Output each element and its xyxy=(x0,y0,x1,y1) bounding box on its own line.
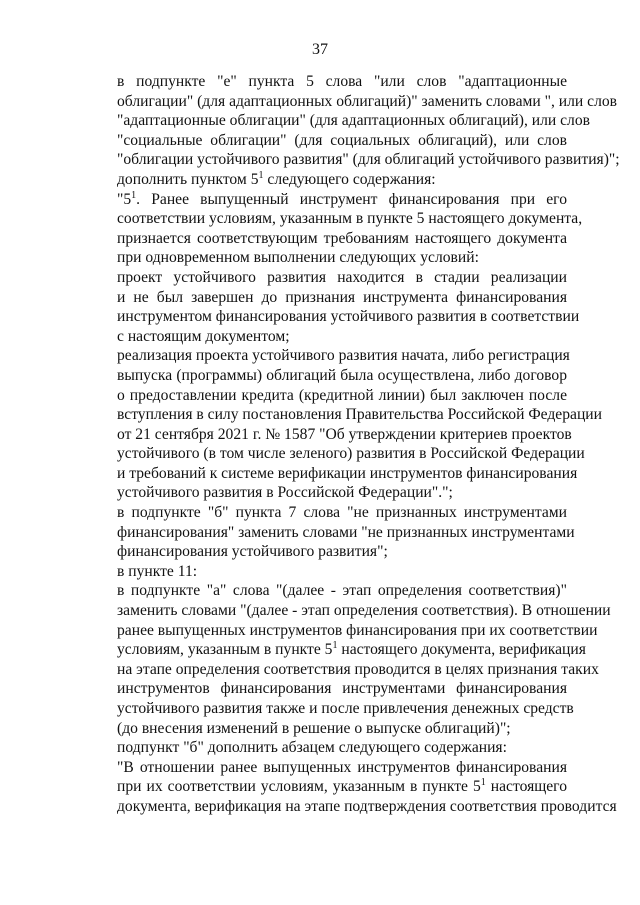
text-line: устойчивого развития также и после привлечения денежных средств xyxy=(117,700,574,717)
text-line: соответствии условиям, указанным в пункте 5 настоящего документа, xyxy=(117,210,583,228)
text-line: (до внесения изменений в решение о выпуске облигаций)"; xyxy=(117,719,511,737)
text-line: на этапе определения соответствия проводится в целях признания таких xyxy=(117,660,599,678)
text-line: при одновременном выполнении следующих условий: xyxy=(117,249,479,267)
text-line: в пункте 11: xyxy=(117,562,198,580)
superscript-one: 1 xyxy=(332,640,338,652)
text-line: облигации" (для адаптационных облигаций)" заменить словами ", или слов xyxy=(117,92,618,110)
superscript-one: 1 xyxy=(480,777,486,789)
text-line: и требований к системе верификации инструментов финансирования xyxy=(117,464,578,482)
text-line: в подпункте "б" пункта 7 слова "не признанных инструментами xyxy=(117,504,567,522)
text-line: вступления в силу постановления Правительства Российской Федерации xyxy=(117,406,602,424)
paragraph xyxy=(76,268,580,346)
document-body xyxy=(76,72,620,817)
text-line: устойчивого развития в Российской Федерации"."; xyxy=(117,484,453,502)
paragraph xyxy=(76,189,583,268)
text-line: в подпункте "а" слова "(далее - этап определения соответствия)" xyxy=(117,582,567,600)
paragraph xyxy=(76,346,602,503)
text-line: "облигации устойчивого развития" (для облигаций устойчивого развития)"; xyxy=(117,151,620,169)
text-line: финансирования устойчивого развития"; xyxy=(117,543,388,561)
text-line: ранее выпущенных инструментов финансирования при их соответствии xyxy=(117,621,598,639)
paragraph xyxy=(76,170,567,190)
text-line: реализация проекта устойчивого развития начата, либо регистрация xyxy=(117,347,570,365)
text-line: "адаптационные облигации" (для адаптационных облигаций), или слов xyxy=(117,112,590,130)
text-line: "социальные облигации" (для социальных облигаций), или слов xyxy=(117,131,567,149)
text-line: и не был завершен до признания инструмента финансирования xyxy=(117,288,567,306)
text-line: при их соответствии условиям, указанным в пункте $5^1$ настоящего xyxy=(117,777,567,796)
text-line: дополнить пунктом $5^1$ следующего содержания: xyxy=(117,169,436,188)
text-line: о предоставлении кредита (кредитной линии) был заключен после xyxy=(117,386,567,404)
text-line: выпуска (программы) облигаций была осуществлена, либо договор xyxy=(117,366,567,384)
text-line: проект устойчивого развития находится в стадии реализации xyxy=(117,268,567,286)
text-line: от 21 сентября 2021 г. № 1587 "Об утверждении критериев проектов xyxy=(117,425,572,443)
superscript-one: 1 xyxy=(131,189,137,201)
text-line: "$5^1$. Ранее выпущенный инструмент финансирования при его xyxy=(117,189,567,208)
text-line: "В отношении ранее выпущенных инструментов финансирования xyxy=(117,758,567,776)
text-line: с настоящим документом; xyxy=(117,327,290,345)
text-line: условиям, указанным в пункте $5^1$ настоящего документа, верификация xyxy=(117,640,586,659)
text-line: признается соответствующим требованиям настоящего документа xyxy=(117,229,567,247)
text-line: инструментом финансирования устойчивого развития в соответствии xyxy=(117,308,580,326)
paragraph xyxy=(76,758,617,817)
paragraph xyxy=(76,581,611,738)
paragraph xyxy=(76,738,567,758)
text-line: заменить словами "(далее - этап определения соответствия). В отношении xyxy=(117,602,611,620)
text-line: подпункт "б" дополнить абзацем следующего содержания: xyxy=(117,739,507,757)
text-line: документа, верификация на этапе подтверждения соответствия проводится xyxy=(117,797,617,815)
superscript-one: 1 xyxy=(258,169,264,181)
page-number: 37 xyxy=(312,41,328,58)
text-line: инструментов финансирования инструментами финансирования xyxy=(117,680,567,698)
paragraph xyxy=(76,72,620,170)
text-line: в подпункте "е" пункта 5 слова "или слов "адаптационные xyxy=(117,73,567,90)
paragraph xyxy=(76,562,567,582)
text-line: устойчивого (в том числе зеленого) развития в Российской Федерации xyxy=(117,445,585,463)
text-line: финансирования" заменить словами "не признанных инструментами xyxy=(117,523,575,541)
paragraph xyxy=(76,503,575,562)
